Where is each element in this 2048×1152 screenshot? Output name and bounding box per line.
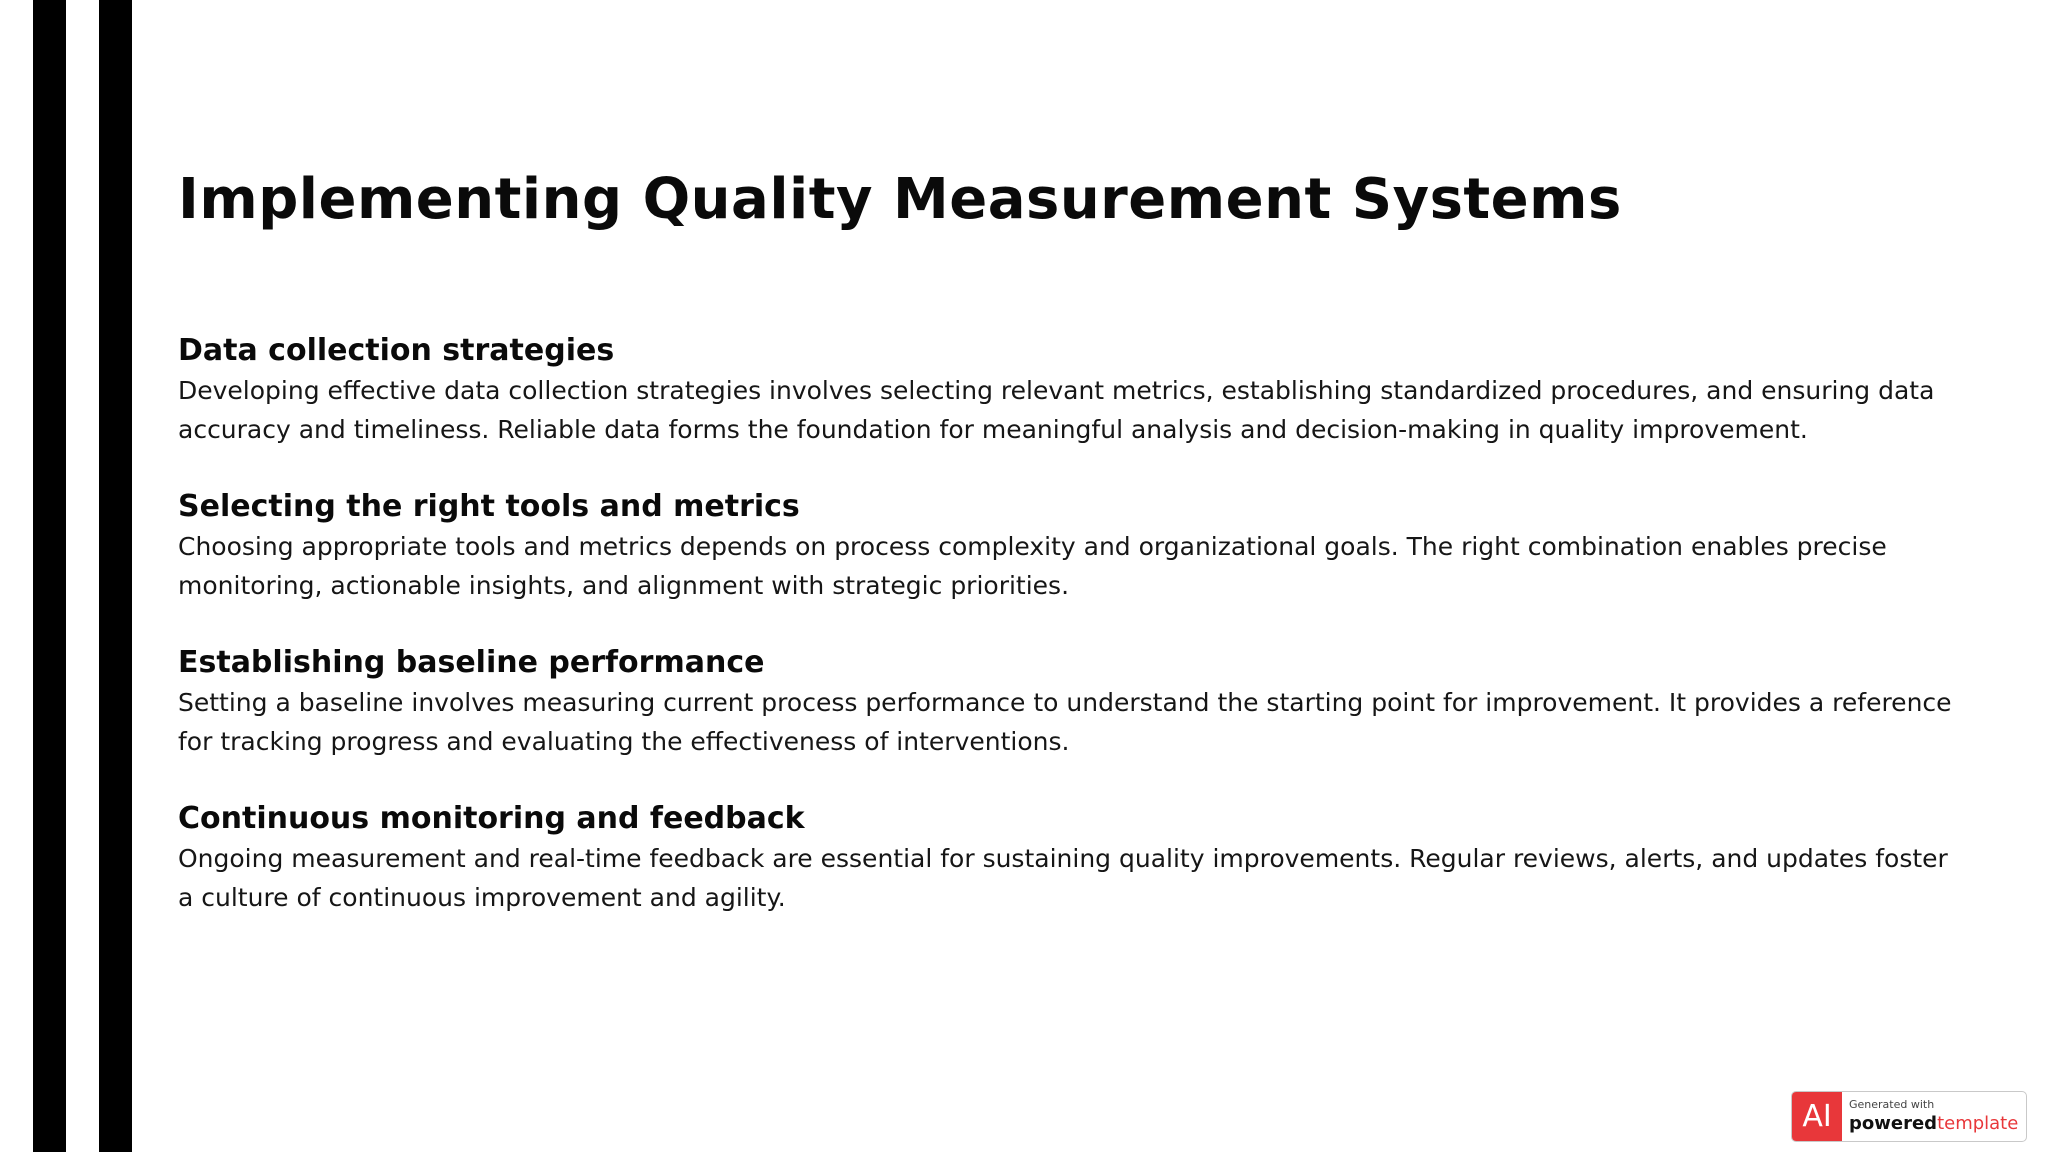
section-heading: Continuous monitoring and feedback (178, 801, 805, 836)
section-tools-metrics (178, 486, 1958, 605)
section-data-collection (178, 330, 1958, 449)
badge-brand (1849, 1112, 2018, 1136)
decorative-stripe-left (33, 0, 66, 1152)
section-body: Choosing appropriate tools and metrics depends on process complexity and organizational goals. The right combination enables precise monitoring, actionable insights, and alignment with strategic priorities. (178, 532, 1887, 600)
section-continuous-monitoring (178, 798, 1958, 917)
section-body: Setting a baseline involves measuring current process performance to understand the starting point for improvement. It provides a reference for tracking progress and evaluating the effectiveness of interventions. (178, 688, 1952, 756)
section-body: Ongoing measurement and real-time feedback are essential for sustaining quality improvements. Regular reviews, alerts, and updates foster a culture of continuous improvement and agility. (178, 844, 1948, 912)
section-baseline-performance (178, 642, 1958, 761)
badge-brand-light: template (1937, 1113, 2019, 1134)
badge-caption: Generated with (1849, 1098, 1935, 1111)
ai-logo-icon (1792, 1092, 1842, 1141)
decorative-stripe-right (99, 0, 132, 1152)
section-body: Developing effective data collection strategies involves selecting relevant metrics, establishing standardized procedures, and ensuring data accuracy and timeliness. Reliable data forms the foundation for meaningful analysis and decision-making in quality improvement. (178, 376, 1935, 444)
ai-logo-text: AI (1802, 1099, 1832, 1134)
content-sections (178, 330, 1958, 954)
section-heading: Data collection strategies (178, 333, 615, 368)
section-heading: Establishing baseline performance (178, 645, 765, 680)
poweredtemplate-badge[interactable] (1791, 1091, 2027, 1142)
slide-title: Implementing Quality Measurement Systems (178, 167, 1622, 232)
badge-brand-bold: powered (1849, 1113, 1938, 1134)
section-heading: Selecting the right tools and metrics (178, 489, 800, 524)
